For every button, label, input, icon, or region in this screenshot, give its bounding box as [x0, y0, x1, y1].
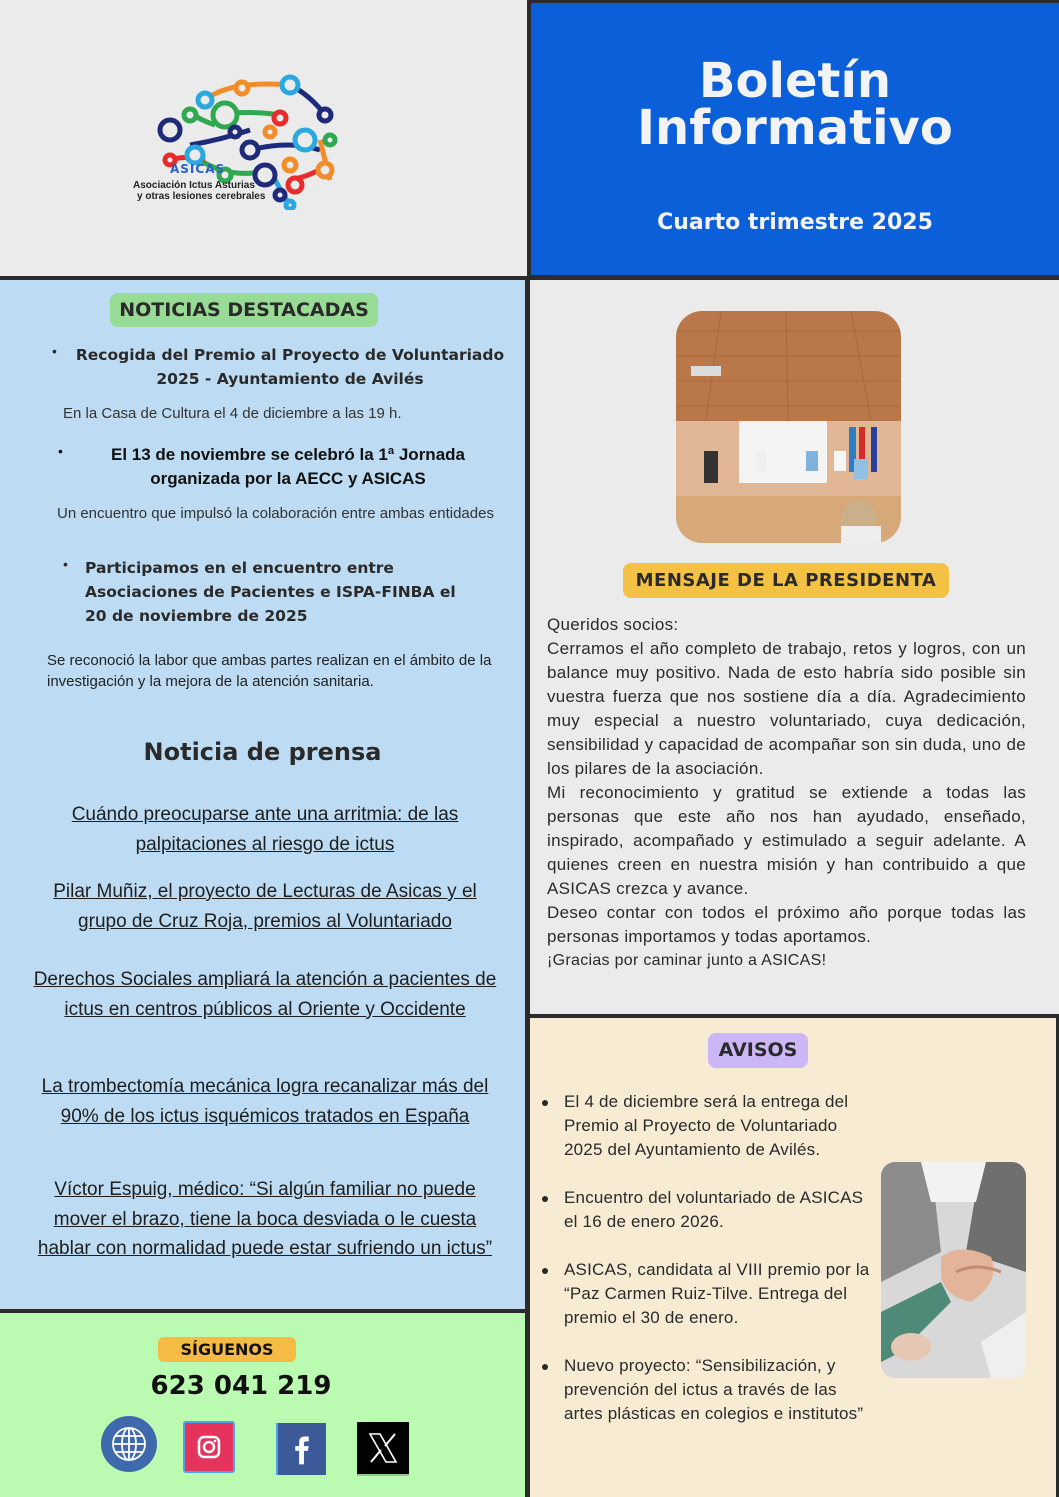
- press-section-title: Noticia de prensa: [143, 738, 382, 766]
- message-closing: ¡Gracias por caminar junto a ASICAS!: [547, 952, 827, 969]
- logo-panel: [0, 0, 527, 276]
- follow-panel: [0, 1313, 525, 1497]
- title-line1: Boletín: [698, 53, 892, 109]
- press-link[interactable]: La trombectomía mecánica logra recanalizar más del 90% de los ictus isquémicos tratados en España: [41, 1076, 489, 1127]
- logo-subtitle-line1: Asociación Ictus Asturias: [133, 180, 255, 191]
- meeting-photo: [676, 311, 901, 543]
- avisos-section-label: AVISOS: [708, 1033, 808, 1068]
- news-panel: [0, 280, 525, 1309]
- news-item-title: El 13 de noviembre se celebró la 1ª Jornada organizada por la AECC y ASICAS: [110, 445, 465, 488]
- news-item-description: Un encuentro que impulsó la colaboración entre ambas entidades: [57, 505, 494, 522]
- aviso-item: El 4 de diciembre será la entrega del Premio al Proyecto de Voluntariado 2025 del Ayuntamiento de Avilés.: [564, 1090, 874, 1162]
- news-item-description: Se reconoció la labor que ambas partes realizan en el ámbito de la investigación y la mejora de la atención sanitaria.: [47, 652, 492, 690]
- message-paragraph: Mi reconocimiento y gratitud se extiende a todas las personas que este año nos han ayudado, enseñado, inspirado, acompañado y estimulado a seguir adelante. A quienes creen en nuestra misión y han contribuido a que ASICAS crezca y avance.: [547, 783, 1026, 898]
- news-item-title: Participamos en el encuentro entre Asociaciones de Pacientes e ISPA-FINBA el 20 de noviembre de 2025: [85, 559, 456, 625]
- president-message-body: [547, 613, 1026, 973]
- president-message-panel: [530, 280, 1059, 1014]
- facebook-icon: [278, 1423, 326, 1475]
- aviso-item: Nuevo proyecto: “Sensibilización, y prevención del ictus a través de las artes plásticas en colegios e institutos”: [564, 1354, 874, 1426]
- aviso-item: Encuentro del voluntariado de ASICAS el 16 de enero 2026.: [564, 1186, 874, 1234]
- aviso-item: ASICAS, candidata al VIII premio por la “Paz Carmen Ruiz-Tilve. Entrega del premio el 30 de enero.: [564, 1258, 894, 1330]
- press-link[interactable]: Pilar Muñiz, el proyecto de Lecturas de Asicas y el grupo de Cruz Roja, premios al Voluntariado: [53, 881, 477, 932]
- instagram-link[interactable]: [183, 1421, 235, 1473]
- instagram-icon: [185, 1423, 233, 1471]
- stacked-hands-photo: [881, 1162, 1026, 1378]
- avisos-list: [564, 1090, 874, 1450]
- press-link[interactable]: Derechos Sociales ampliará la atención a pacientes de ictus en centros públicos al Oriente y Occidente: [33, 969, 497, 1020]
- message-paragraph: Deseo contar con todos el próximo año porque todas las personas importamos y todas aportamos.: [547, 903, 1026, 946]
- news-section-label: NOTICIAS DESTACADAS: [110, 293, 378, 327]
- globe-icon: [101, 1416, 157, 1472]
- header-banner: [531, 3, 1059, 275]
- newsletter-subtitle: Cuarto trimestre 2025: [657, 210, 933, 235]
- logo-subtitle-line2: y otras lesiones cerebrales: [137, 191, 266, 202]
- x-icon: [357, 1422, 409, 1474]
- newsletter-title: [531, 53, 1059, 156]
- title-line2: Informativo: [637, 100, 953, 156]
- president-message-label: MENSAJE DE LA PRESIDENTA: [623, 563, 949, 598]
- facebook-link[interactable]: [276, 1423, 326, 1475]
- press-link[interactable]: Víctor Espuig, médico: “Si algún familiar no puede mover el brazo, tiene la boca desviada o le cuesta hablar con normalidad puede estar sufriendo un ictus”: [37, 1179, 493, 1259]
- x-link[interactable]: [357, 1422, 409, 1474]
- message-paragraph: Cerramos el año completo de trabajo, retos y logros, con un balance muy positivo. Nada de esto habría sido posible sin vuestra fuerza que nos sostiene día a día. Agradecimiento muy especial a nuestro voluntariado, cuya dedicación, sensibilidad y capacidad de acompañar son sin duda, uno de los pilares de la asociación.: [547, 639, 1026, 778]
- news-item-description: En la Casa de Cultura el 4 de diciembre a las 19 h.: [63, 405, 402, 422]
- bullet-icon: •: [58, 443, 63, 459]
- news-item-title: Recogida del Premio al Proyecto de Voluntariado 2025 - Ayuntamiento de Avilés: [75, 346, 505, 388]
- follow-section-label: SÍGUENOS: [158, 1337, 296, 1362]
- website-link[interactable]: [101, 1416, 157, 1472]
- bullet-icon: •: [52, 343, 57, 359]
- avisos-panel: [530, 1018, 1056, 1497]
- press-link[interactable]: Cuándo preocuparse ante una arritmia: de las palpitaciones al riesgo de ictus: [71, 804, 459, 855]
- message-greeting: Queridos socios:: [547, 615, 679, 634]
- logo-brand-text: ASICAS: [170, 162, 226, 176]
- phone-number: 623 041 219: [150, 1371, 332, 1401]
- logo-subtitle: [133, 180, 265, 202]
- bullet-icon: •: [63, 556, 68, 572]
